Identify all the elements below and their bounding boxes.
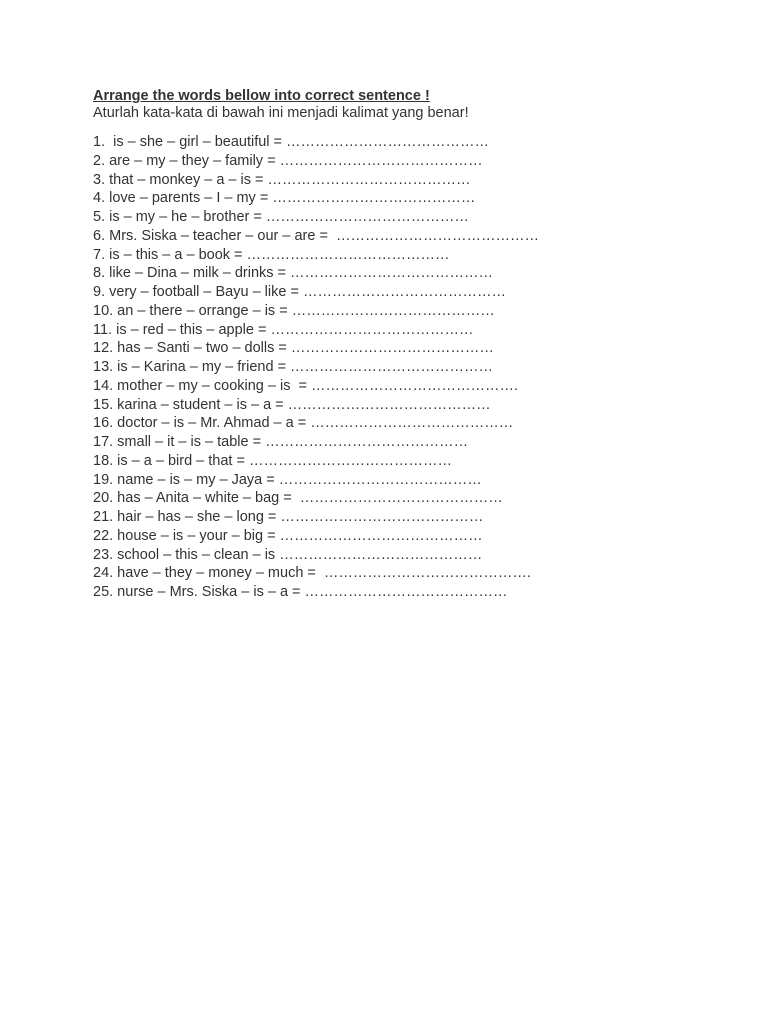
exercise-item-15: 15. karina – student – is – a = …………………………………… xyxy=(93,396,491,413)
exercise-item-21: 21. hair – has – she – long = …………………………………… xyxy=(93,509,484,525)
worksheet-title: Arrange the words bellow into correct sentence ! xyxy=(93,88,430,104)
exercise-item-8: 8. like – Dina – milk – drinks = …………………………………… xyxy=(93,265,494,282)
exercise-item-18: 18. is – a – bird – that = …………………………………… xyxy=(93,452,452,469)
exercise-item-6: 6. Mrs. Siska – teacher – our – are = …………………………………… xyxy=(93,227,539,244)
exercise-item-11: 11. is – red – this – apple = …………………………………… xyxy=(93,321,474,338)
exercise-list xyxy=(93,133,733,602)
worksheet-subtitle: Aturlah kata-kata di bawah ini menjadi kalimat yang benar! xyxy=(93,105,469,121)
exercise-item-23: 23. school – this – clean – is …………………………………… xyxy=(93,546,483,563)
exercise-item-20: 20. has – Anita – white – bag = …………………………………… xyxy=(93,490,503,507)
exercise-item-1: 1. is – she – girl – beautiful = …………………………………… xyxy=(93,134,490,150)
exercise-item-12: 12. has – Santi – two – dolls = …………………………………… xyxy=(93,340,494,357)
exercise-item-13: 13. is – Karina – my – friend = …………………………………… xyxy=(93,359,494,375)
exercise-item-7: 7. is – this – a – book = …………………………………… xyxy=(93,246,450,263)
exercise-item-22: 22. house – is – your – big = …………………………………… xyxy=(93,527,483,544)
exercise-item-14: 14. mother – my – cooking – is = ……………………………………. xyxy=(93,377,519,394)
exercise-item-24: 24. have – they – money – much = ……………………………………. xyxy=(93,565,531,582)
exercise-item-25: 25. nurse – Mrs. Siska – is – a = …………………………………… xyxy=(93,584,508,600)
exercise-item-2: 2. are – my – they – family = …………………………………… xyxy=(93,152,483,169)
exercise-item-17: 17. small – it – is – table = …………………………………… xyxy=(93,434,469,450)
exercise-item-9: 9. very – football – Bayu – like = …………………………………… xyxy=(93,284,506,300)
exercise-item-5: 5. is – my – he – brother = …………………………………… xyxy=(93,209,469,225)
exercise-item-19: 19. name – is – my – Jaya = …………………………………… xyxy=(93,471,482,488)
exercise-item-3: 3. that – monkey – a – is = …………………………………… xyxy=(93,171,471,188)
exercise-item-16: 16. doctor – is – Mr. Ahmad – a = …………………………………… xyxy=(93,415,514,432)
exercise-item-4: 4. love – parents – I – my = …………………………………… xyxy=(93,190,476,207)
worksheet xyxy=(93,88,733,602)
exercise-item-10: 10. an – there – orrange – is = …………………………………… xyxy=(93,302,495,319)
